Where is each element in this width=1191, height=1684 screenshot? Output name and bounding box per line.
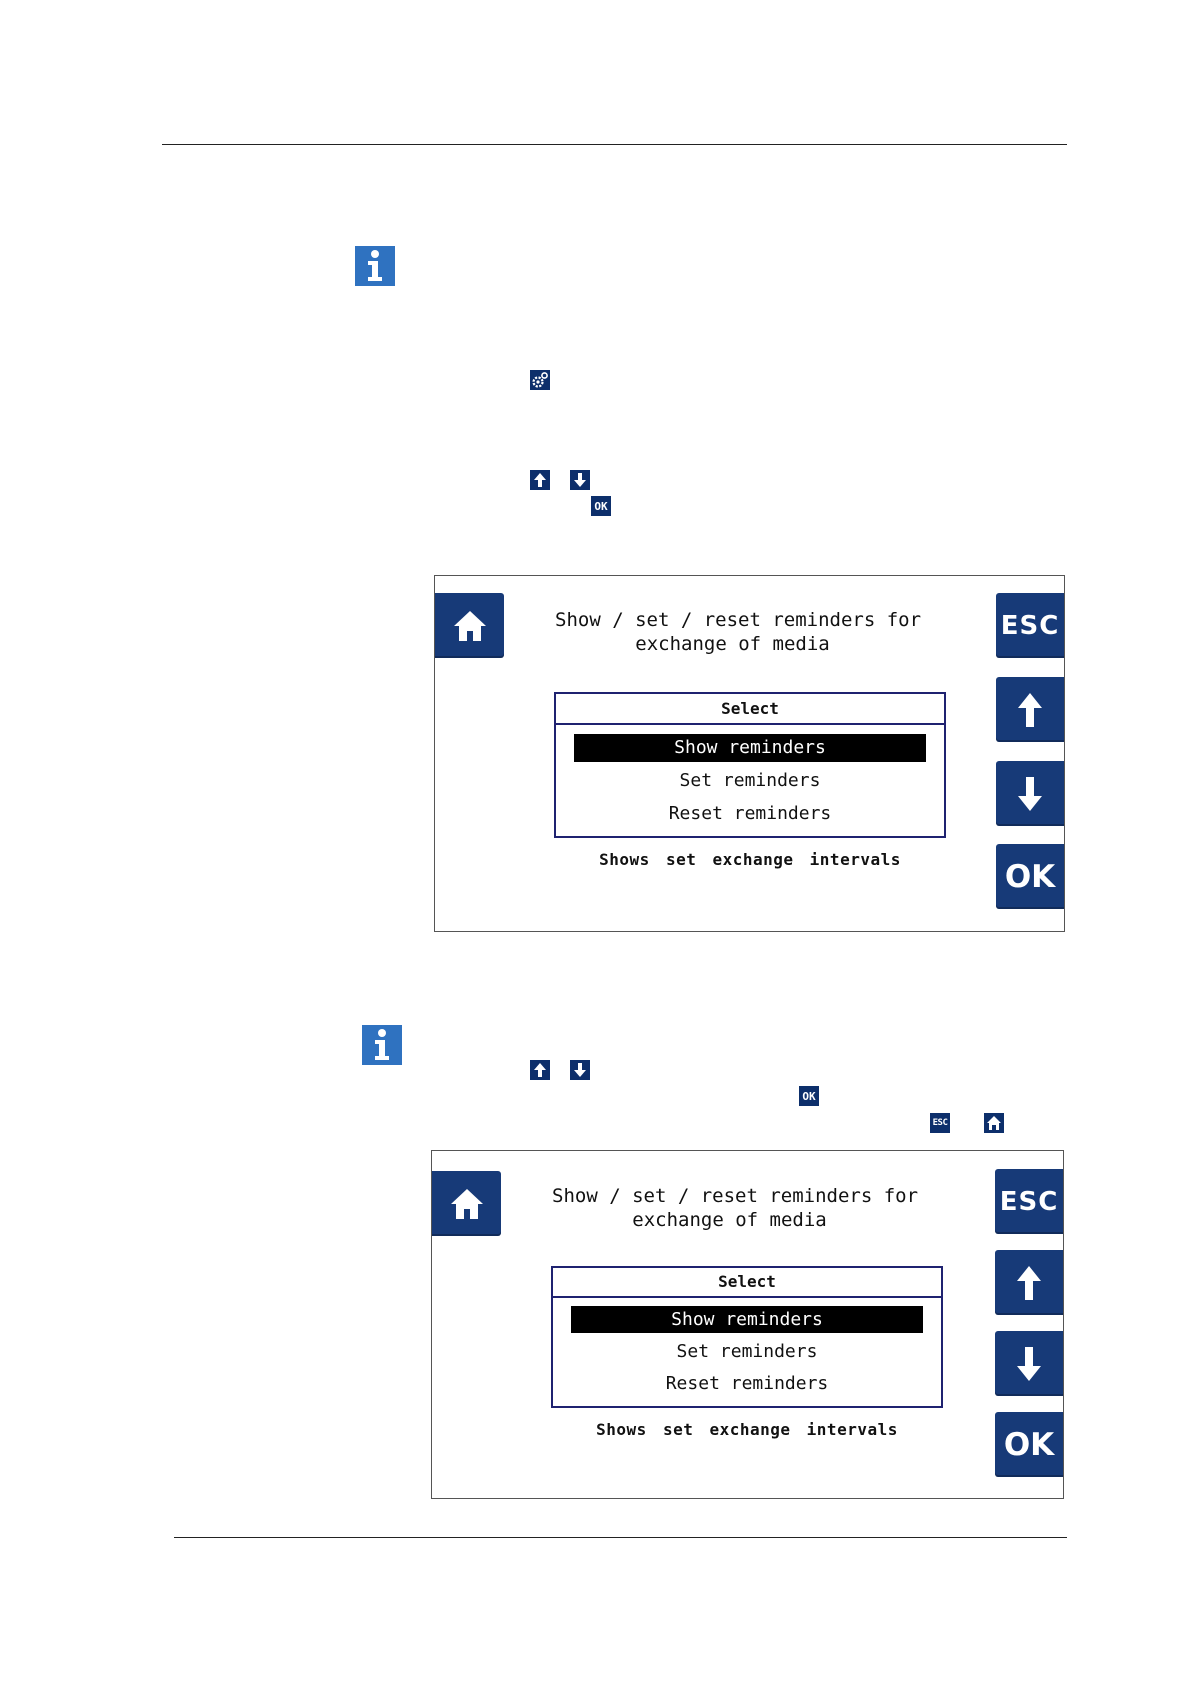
menu-item-set-reminders[interactable]: Set reminders — [676, 1341, 818, 1362]
arrow-up-icon — [1016, 691, 1044, 729]
menu-item-reset-reminders[interactable]: Reset reminders — [665, 1373, 829, 1394]
arrow-up-icon — [1015, 1264, 1043, 1302]
screen-title — [555, 608, 922, 656]
esc-button[interactable]: ESC — [996, 593, 1064, 658]
select-menu — [554, 692, 946, 838]
settings-gear-icon — [530, 370, 550, 390]
display-screen-2 — [431, 1150, 1064, 1499]
footer-rule — [174, 1537, 1067, 1538]
ok-button[interactable]: OK — [996, 844, 1064, 909]
arrow-up-icon — [530, 1060, 550, 1080]
ok-key-icon: OK — [799, 1086, 819, 1106]
home-icon — [452, 609, 488, 643]
arrow-down-icon — [570, 1060, 590, 1080]
arrow-down-icon — [570, 470, 590, 490]
arrow-up-icon — [530, 470, 550, 490]
menu-header: Select — [553, 1268, 941, 1298]
up-button[interactable] — [996, 677, 1064, 742]
home-icon — [984, 1113, 1004, 1133]
info-icon — [362, 1025, 402, 1065]
menu-item-reset-reminders[interactable]: Reset reminders — [668, 803, 832, 824]
screen-title-line2: exchange of media — [635, 633, 830, 655]
up-button[interactable] — [995, 1250, 1063, 1315]
esc-key-icon: ESC — [930, 1113, 950, 1133]
screen-title-line2: exchange of media — [632, 1209, 827, 1231]
info-icon — [355, 246, 395, 286]
home-icon — [449, 1187, 485, 1221]
menu-item-set-reminders[interactable]: Set reminders — [679, 770, 821, 791]
display-screen-1 — [434, 575, 1065, 932]
select-menu — [551, 1266, 943, 1408]
screen-title-line1: Show / set / reset reminders for — [552, 1185, 919, 1207]
arrow-down-icon — [1016, 775, 1044, 813]
menu-item-show-reminders[interactable]: Show reminders — [574, 734, 926, 762]
screen-title — [552, 1184, 919, 1232]
arrow-down-icon — [1015, 1345, 1043, 1383]
home-button[interactable] — [432, 1171, 501, 1236]
header-rule — [162, 144, 1067, 145]
status-text: Shows set exchange intervals — [599, 850, 901, 869]
menu-item-show-reminders[interactable]: Show reminders — [571, 1306, 923, 1333]
esc-button[interactable]: ESC — [995, 1169, 1063, 1234]
screen-title-line1: Show / set / reset reminders for — [555, 609, 922, 631]
menu-header: Select — [556, 694, 944, 725]
home-button[interactable] — [435, 593, 504, 658]
down-button[interactable] — [996, 761, 1064, 826]
down-button[interactable] — [995, 1331, 1063, 1396]
ok-key-icon: OK — [591, 496, 611, 516]
ok-button[interactable]: OK — [995, 1412, 1063, 1477]
status-text: Shows set exchange intervals — [596, 1420, 898, 1439]
